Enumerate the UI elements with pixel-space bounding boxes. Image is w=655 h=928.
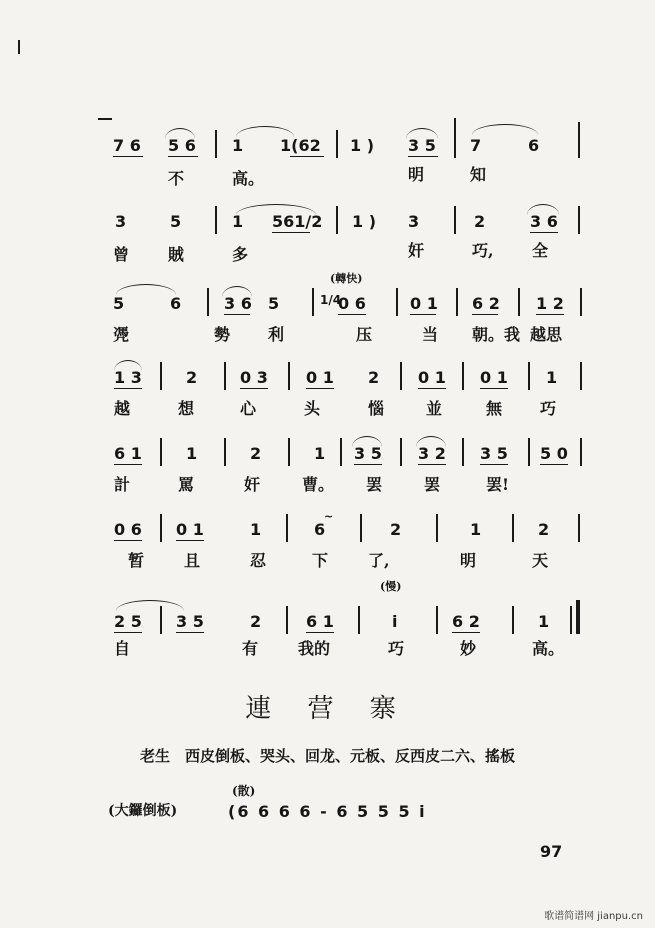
- piece-title: 連 营 寨: [245, 694, 410, 724]
- watermark-text: 歌谱简谱网 jianpu.cn: [544, 911, 643, 922]
- barline: [580, 438, 582, 466]
- note-group: 1/4: [320, 293, 342, 307]
- lyric: 罵: [178, 475, 195, 494]
- tempo-mark: (慢): [380, 580, 402, 593]
- note-group: 6 1: [306, 612, 334, 631]
- barline: [336, 206, 338, 234]
- note-group: 1 ): [350, 136, 375, 155]
- lyric: 巧: [388, 639, 405, 658]
- note-group: 2 5: [114, 612, 142, 631]
- barline: [580, 288, 582, 316]
- lyric: 知: [470, 165, 487, 184]
- note-group: 3: [115, 212, 127, 231]
- barline: [512, 514, 514, 542]
- beam: [480, 388, 508, 389]
- beam: [410, 314, 436, 315]
- barline: [288, 438, 290, 466]
- lyric: 賊: [168, 245, 185, 264]
- barline: [215, 206, 217, 234]
- note-group: 1: [470, 520, 482, 539]
- note-group: 3: [408, 212, 420, 231]
- slur: [116, 600, 184, 611]
- beam: [240, 388, 268, 389]
- note-group: 2: [368, 368, 380, 387]
- note-group: 6: [314, 520, 326, 539]
- lyric: 巧: [540, 399, 557, 418]
- note-group: 1(62: [280, 136, 321, 155]
- note-group: 1: [232, 136, 244, 155]
- barline: [215, 130, 217, 158]
- note-group: 2: [538, 520, 550, 539]
- note-group: 2: [250, 444, 262, 463]
- beam: [540, 464, 568, 465]
- lyric: 头: [304, 399, 321, 418]
- note-group: i: [392, 612, 398, 631]
- lyric: 曾: [113, 245, 130, 264]
- barline: [578, 514, 580, 542]
- barline: [224, 438, 226, 466]
- note-group: 0 1: [410, 294, 438, 313]
- note-group: 2: [390, 520, 402, 539]
- barline: [454, 206, 456, 234]
- lyric: 高。: [532, 639, 565, 658]
- barline: [360, 514, 362, 542]
- note-group: 0 3: [240, 368, 268, 387]
- note-group: 5 6: [168, 136, 196, 155]
- note-group: 1: [232, 212, 244, 231]
- lyric: 並: [426, 399, 443, 418]
- note-group: 561/2: [272, 212, 323, 231]
- note-group: 6 1: [114, 444, 142, 463]
- beam: [408, 156, 438, 157]
- note-group: 1: [250, 520, 262, 539]
- barline: [336, 130, 338, 158]
- lyric: 了,: [368, 551, 390, 570]
- barline: [462, 362, 464, 390]
- barline: [580, 362, 582, 390]
- slur: [114, 360, 142, 371]
- beam: [306, 388, 334, 389]
- beam: [113, 156, 143, 157]
- barline: [160, 514, 162, 542]
- note-group: 3 5: [176, 612, 204, 631]
- beam: [114, 540, 142, 541]
- page-number: 97: [540, 842, 563, 861]
- slur: [116, 284, 176, 295]
- note-group: 0 6: [338, 294, 366, 313]
- beam: [114, 464, 142, 465]
- lyric: 計: [114, 475, 131, 494]
- barline: [400, 438, 402, 466]
- beam: [418, 464, 446, 465]
- lyric: 全: [532, 241, 549, 260]
- lyric: 無: [486, 399, 503, 418]
- lyric: 压: [356, 325, 373, 344]
- lyric: 暂: [128, 551, 145, 570]
- note-group: 3 5: [408, 136, 436, 155]
- beam: [354, 464, 382, 465]
- lyric: 利: [268, 325, 285, 344]
- lyric: 巧,: [472, 241, 494, 260]
- note-group: 0 1: [176, 520, 204, 539]
- note-group: 7: [470, 136, 482, 155]
- note-group: 6 2: [452, 612, 480, 631]
- note-group: 1: [538, 612, 550, 631]
- barline: [436, 514, 438, 542]
- beam: [176, 540, 204, 541]
- beam: [176, 632, 204, 633]
- barline: [528, 362, 530, 390]
- slur: [222, 286, 252, 297]
- beam: [338, 314, 366, 315]
- barline: [207, 288, 209, 316]
- barline: [160, 438, 162, 466]
- tempo-mark: (散): [232, 784, 256, 798]
- lyric: 高。: [232, 169, 265, 188]
- barline: [436, 606, 438, 634]
- barline: [578, 122, 580, 158]
- barline: [98, 118, 112, 120]
- note-group: 0 6: [114, 520, 142, 539]
- ornament-mark: ~: [324, 510, 334, 523]
- note-group: 5: [170, 212, 182, 231]
- note-group: 3 5: [480, 444, 508, 463]
- barline: [462, 438, 464, 466]
- barline: [528, 438, 530, 466]
- note-group: 0 1: [306, 368, 334, 387]
- note-group: 2: [186, 368, 198, 387]
- note-group: 1 2: [536, 294, 564, 313]
- note-group: 6: [528, 136, 540, 155]
- lyric: 朝。我: [472, 325, 521, 344]
- barline: [160, 606, 162, 634]
- lyric: 下: [312, 551, 329, 570]
- lyric: 想: [178, 399, 195, 418]
- note-group: 1: [186, 444, 198, 463]
- beam: [306, 632, 334, 633]
- note-group: 2: [250, 612, 262, 631]
- barline: [400, 362, 402, 390]
- note-group: 3 6: [224, 294, 252, 313]
- note-group: 5: [268, 294, 280, 313]
- slur: [165, 128, 195, 139]
- note-group: 5: [113, 294, 125, 313]
- note-group: 6 2: [472, 294, 500, 313]
- beam: [114, 632, 142, 633]
- note-group: 3 5: [354, 444, 382, 463]
- barline: [570, 606, 572, 634]
- lyric: 惱: [368, 399, 385, 418]
- barline: [396, 288, 398, 316]
- beam: [536, 314, 564, 315]
- slur: [416, 436, 446, 447]
- lyric: 多: [232, 245, 249, 264]
- note-group: 5 0: [540, 444, 568, 463]
- slur: [472, 124, 538, 135]
- left-margin-mark: [18, 40, 20, 54]
- barline: [518, 288, 520, 316]
- barline: [286, 606, 288, 634]
- slur: [527, 204, 559, 215]
- lyric: 凴: [113, 325, 130, 344]
- barline: [224, 362, 226, 390]
- lyric: 奸: [408, 241, 425, 260]
- lyric: 明: [408, 165, 425, 184]
- beam: [418, 388, 446, 389]
- barline: [512, 606, 514, 634]
- barline: [358, 606, 360, 634]
- barline: [456, 288, 458, 316]
- beam: [530, 232, 558, 233]
- beam: [290, 156, 324, 157]
- piece-subtitle: 老生 西皮倒板、哭头、回龙、元板、反西皮二六、搖板: [140, 747, 516, 765]
- barline: [288, 362, 290, 390]
- beam: [452, 632, 480, 633]
- lyric: 越思: [530, 325, 563, 344]
- lyric: 忍: [250, 551, 267, 570]
- beam: [114, 388, 142, 389]
- lyric: 我的: [298, 639, 331, 658]
- lyric: 自: [114, 639, 131, 658]
- note-group: 7 6: [113, 136, 141, 155]
- barline: [578, 206, 580, 234]
- note-group: 1: [546, 368, 558, 387]
- lyric: 勢: [214, 325, 231, 344]
- note-group: 3 6: [530, 212, 558, 231]
- prelude-label: (大鑼倒板): [108, 803, 178, 819]
- barline: [340, 438, 342, 466]
- beam: [224, 314, 250, 315]
- lyric: 曹。: [302, 475, 335, 494]
- note-group: 6: [170, 294, 182, 313]
- lyric: 罢: [424, 475, 441, 494]
- lyric: 天: [532, 551, 549, 570]
- beam: [480, 464, 508, 465]
- final-barline: [576, 600, 580, 634]
- lyric: 且: [184, 551, 201, 570]
- note-group: 0 1: [418, 368, 446, 387]
- barline: [286, 514, 288, 542]
- lyric: 越: [114, 399, 131, 418]
- barline: [312, 288, 314, 316]
- lyric: 不: [168, 169, 185, 188]
- lyric: 罢!: [486, 475, 510, 494]
- note-group: 0 1: [480, 368, 508, 387]
- note-group: 2: [474, 212, 486, 231]
- note-group: 1 ): [352, 212, 377, 231]
- barline: [454, 118, 456, 158]
- lyric: 明: [460, 551, 477, 570]
- beam: [472, 314, 498, 315]
- beam: [168, 156, 198, 157]
- lyric: 妙: [460, 639, 477, 658]
- lyric: 有: [242, 639, 259, 658]
- barline: [160, 362, 162, 390]
- lyric: 心: [240, 399, 257, 418]
- note-group: 3 2: [418, 444, 446, 463]
- beam: [272, 232, 310, 233]
- lyric: 奸: [244, 475, 261, 494]
- note-group: 1: [314, 444, 326, 463]
- slur: [406, 128, 438, 139]
- note-group: 1 3: [114, 368, 142, 387]
- tempo-mark: (轉快): [330, 272, 363, 285]
- lyric: 罢: [366, 475, 383, 494]
- prelude-notes: (6 6 6 6 - 6 5 5 5 i: [228, 802, 427, 821]
- lyric: 当: [422, 325, 439, 344]
- slur: [352, 436, 382, 447]
